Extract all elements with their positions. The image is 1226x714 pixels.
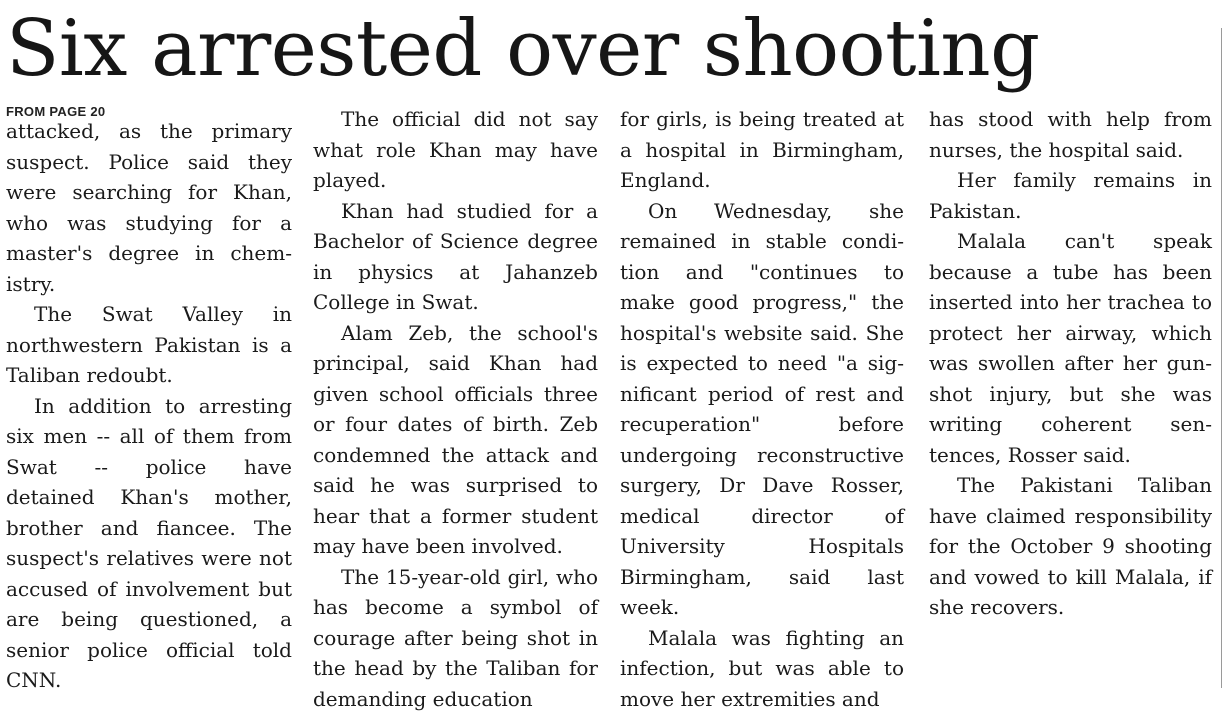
- headline: Six arrested over shooting: [6, 4, 1040, 94]
- paragraph: The Pakistani Taliban have claimed responsibility for the October 9 shooting and vowed to kill Malala, if she recovers.: [929, 470, 1212, 623]
- paragraph: Malala was fighting an infection, but was able to move her extremities and: [620, 623, 904, 714]
- paragraph: The official did not say what role Khan may have played.: [313, 104, 598, 196]
- paragraph: Alam Zeb, the school's principal, said Khan had given school officials three or four dates of birth. Zeb condemned the attack and said he was surprised to hear that a former student may have been involved.: [313, 318, 598, 562]
- paragraph: Malala can't speak because a tube has been inserted into her trachea to protect her airway, which was swollen after her gunshot injury, but she was writing coherent sentences, Rosser said.: [929, 226, 1212, 470]
- paragraph: On Wednesday, she remained in stable condition and "continues to make good progress," the hospital's website said. She is expected to need "a significant period of rest and recuperation" before undergoing reconstructive surgery, Dr Dave Rosser, medical director of University Hospitals Birmingham, said last week.: [620, 196, 904, 623]
- column-edge-rule: [1221, 28, 1222, 688]
- jump-line: FROM PAGE 20: [6, 104, 292, 119]
- article-column-2: [313, 104, 598, 714]
- paragraph: Her family remains in Pakistan.: [929, 165, 1212, 226]
- paragraph: has stood with help from nurses, the hospital said.: [929, 104, 1212, 165]
- article-column-1: [6, 104, 292, 696]
- paragraph: Khan had studied for a Bachelor of Science degree in physics at Jahanzeb College in Swat.: [313, 196, 598, 318]
- paragraph: The Swat Valley in northwestern Pakistan is a Taliban redoubt.: [6, 299, 292, 391]
- paragraph: In addition to arresting six men -- all of them from Swat -- police have detained Khan's mother, brother and fiancee. The suspect's relatives were not accused of involvement but are being questioned, a senior police official told CNN.: [6, 391, 292, 696]
- paragraph: for girls, is being treated at a hospital in Birmingham, England.: [620, 104, 904, 196]
- article-column-4: [929, 104, 1212, 623]
- paragraph: The 15-year-old girl, who has become a symbol of courage after being shot in the head by the Taliban for demanding education: [313, 562, 598, 714]
- article-column-3: [620, 104, 904, 714]
- paragraph: attacked, as the primary suspect. Police said they were searching for Khan, who was studying for a master's degree in chemistry.: [6, 116, 292, 299]
